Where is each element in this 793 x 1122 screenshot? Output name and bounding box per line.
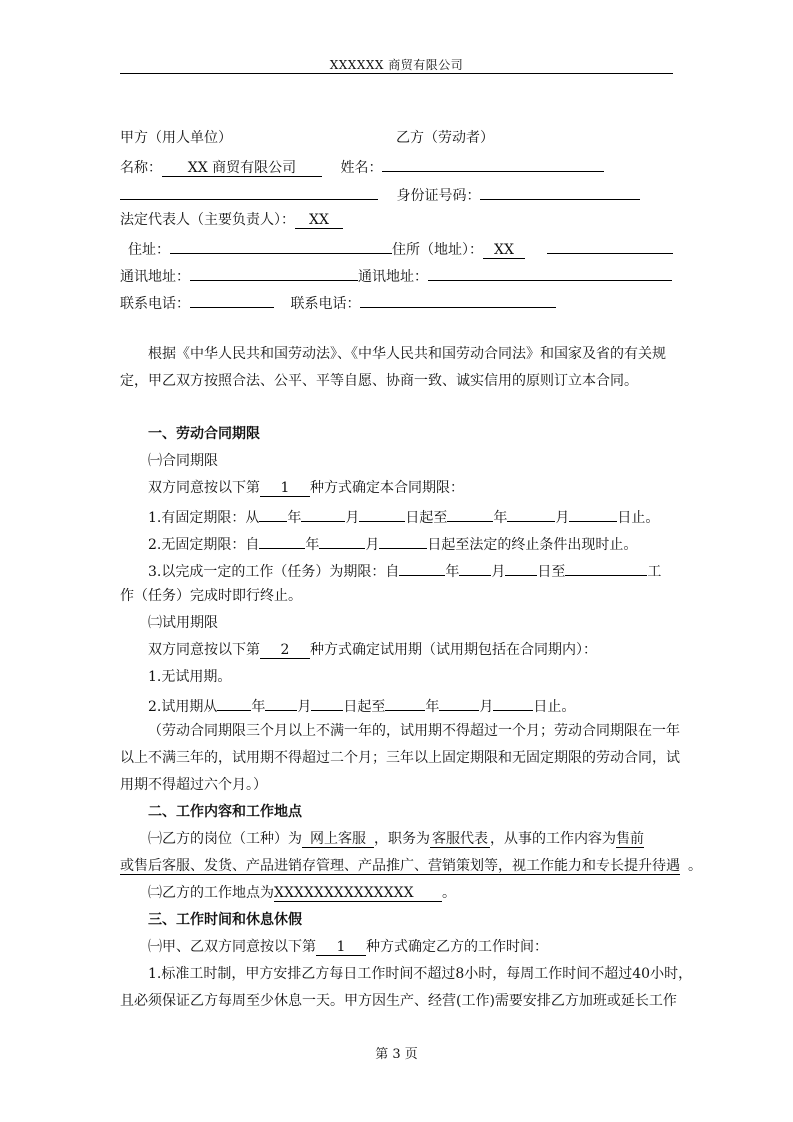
mail-label: 通讯地址： bbox=[120, 269, 190, 285]
s1-task-row bbox=[148, 559, 661, 582]
trial-from: 2.试用期从 bbox=[148, 699, 218, 715]
phone-field-a[interactable] bbox=[190, 291, 274, 308]
id-label: 身份证号码： bbox=[396, 188, 481, 204]
residence-extra-field[interactable] bbox=[547, 237, 673, 254]
trial-post: 种方式确定试用期（试用期包括在合同期内）： bbox=[310, 642, 597, 658]
legal-rep-label: 法定代表人（主要负责人）： bbox=[120, 212, 295, 228]
task-end-field[interactable] bbox=[565, 559, 647, 576]
name-row bbox=[120, 155, 604, 178]
open-year[interactable] bbox=[259, 532, 305, 549]
legal-rep-value[interactable]: XX bbox=[295, 212, 343, 229]
open-pre: 2.无固定期限：自 bbox=[148, 537, 260, 553]
section-2-title: 二、工作内容和工作地点 bbox=[148, 804, 302, 820]
gong-label: 工 bbox=[647, 564, 662, 580]
yue-label: 月 bbox=[365, 537, 380, 553]
header-divider bbox=[120, 73, 673, 74]
b-name-label: 姓名： bbox=[340, 160, 383, 176]
ri-qi-zhi-label: 日起至 bbox=[405, 510, 448, 526]
s1-trial-from-row bbox=[148, 694, 575, 717]
name-label: 名称： bbox=[120, 160, 162, 176]
task-day[interactable] bbox=[505, 559, 537, 576]
duty-pre: ，职务为 bbox=[374, 831, 430, 847]
mail-label-b: 通讯地址： bbox=[358, 269, 428, 285]
s3-choose-pre: ㈠甲、乙双方同意按以下第 bbox=[148, 939, 316, 955]
s1-choose-row bbox=[148, 478, 464, 498]
residence-value[interactable]: XX bbox=[483, 242, 525, 259]
trial-start-year[interactable] bbox=[217, 694, 251, 711]
place-value[interactable]: XXXXXXXXXXXXXX bbox=[274, 885, 442, 902]
trial-end-year[interactable] bbox=[385, 694, 425, 711]
trial-choose-value[interactable]: 2 bbox=[260, 642, 310, 659]
s2-content-row bbox=[120, 856, 702, 876]
content-end: 。 bbox=[688, 858, 702, 874]
content-value-1[interactable]: 售前 bbox=[616, 831, 644, 847]
nian-label: 年 bbox=[305, 537, 320, 553]
s3-choose-value[interactable]: 1 bbox=[316, 939, 366, 956]
s1-task-line2: 作（任务）完成时即行终止。 bbox=[120, 588, 302, 604]
fixed-end-month[interactable] bbox=[507, 505, 555, 522]
open-month[interactable] bbox=[319, 532, 365, 549]
ri-zhi-label: 日止。 bbox=[533, 699, 576, 715]
open-post: 日起至法定的终止条件出现时止。 bbox=[427, 537, 638, 553]
s1-note-line-3: 用期不得超过六个月。） bbox=[120, 777, 267, 793]
yue-label: 月 bbox=[297, 699, 312, 715]
trial-start-day[interactable] bbox=[311, 694, 343, 711]
page-number: 第 3 页 bbox=[375, 1047, 418, 1062]
s1-no-trial: 1.无试用期。 bbox=[148, 669, 232, 685]
nian-label: 年 bbox=[287, 510, 302, 526]
s1-trial-choose-row bbox=[148, 640, 597, 660]
content-value-2[interactable]: 或售后客服、发货、产品进销存管理、产品推广、营销策划等，视工作能力和专长提升待遇 bbox=[120, 858, 680, 874]
s2-place-row bbox=[148, 883, 456, 903]
post-value[interactable]: 网上客服 bbox=[302, 831, 374, 848]
content-pre: ，从事的工作内容为 bbox=[490, 831, 616, 847]
place-end: 。 bbox=[442, 885, 456, 901]
fixed-start-year[interactable] bbox=[259, 505, 287, 522]
place-pre: ㈡乙方的工作地点为 bbox=[148, 885, 274, 901]
s3-std-line-2: 且必须保证乙方每周至少休息一天。甲方因生产、经营(工作)需要安排乙方加班或延长工作 bbox=[120, 993, 677, 1009]
nian-label: 年 bbox=[251, 699, 266, 715]
s1-note-line-2: 以上不满三年的，试用期不得超过二个月；三年以上固定期限和无固定期限的劳动合同，试 bbox=[120, 750, 680, 766]
trial-start-month[interactable] bbox=[265, 694, 297, 711]
id-field[interactable] bbox=[480, 183, 640, 200]
phone-label-b: 联系电话： bbox=[290, 296, 361, 312]
duty-value[interactable]: 客服代表 bbox=[432, 831, 488, 847]
s1-fixed-row bbox=[148, 505, 659, 528]
s1-choose-value[interactable]: 1 bbox=[260, 480, 310, 497]
fixed-start-day[interactable] bbox=[359, 505, 405, 522]
yue-label: 月 bbox=[555, 510, 570, 526]
residence-label: 住所（地址）： bbox=[392, 242, 483, 258]
s1-sub2: ㈡试用期限 bbox=[148, 615, 218, 631]
mail-field-a[interactable] bbox=[190, 264, 358, 281]
open-day[interactable] bbox=[379, 532, 427, 549]
b-name-field[interactable] bbox=[382, 155, 604, 172]
party-b-label: 乙方（劳动者） bbox=[396, 130, 494, 146]
trial-end-day[interactable] bbox=[493, 694, 533, 711]
nian-label: 年 bbox=[445, 564, 460, 580]
preamble-line-1: 根据《中华人民共和国劳动法》、《中华人民共和国劳动合同法》和国家及省的有关规 bbox=[148, 346, 666, 362]
section-3-title: 三、工作时间和休息休假 bbox=[148, 912, 302, 928]
s3-choose-post: 种方式确定乙方的工作时间： bbox=[366, 939, 548, 955]
s3-choose-row bbox=[148, 937, 548, 957]
fixed-start-month[interactable] bbox=[301, 505, 345, 522]
header-company: XXXXXX 商贸有限公司 bbox=[329, 58, 464, 72]
nian-label: 年 bbox=[493, 510, 508, 526]
task-year[interactable] bbox=[399, 559, 445, 576]
address-field[interactable] bbox=[170, 237, 392, 254]
s1-choose-post: 种方式确定本合同期限： bbox=[310, 480, 464, 496]
ri-zhi-label: 日止。 bbox=[617, 510, 660, 526]
party-a-label: 甲方（用人单位） bbox=[120, 130, 232, 146]
legal-rep-row bbox=[120, 210, 343, 230]
address-row bbox=[128, 237, 673, 260]
task-pre: 3.以完成一定的工作（任务）为期限：自 bbox=[148, 564, 400, 580]
fixed-end-day[interactable] bbox=[569, 505, 617, 522]
fixed-end-year[interactable] bbox=[447, 505, 493, 522]
ri-qi-zhi-label: 日起至 bbox=[343, 699, 386, 715]
mail-field-b[interactable] bbox=[428, 264, 672, 281]
address-label: 住址： bbox=[128, 242, 170, 258]
phone-field-b[interactable] bbox=[360, 291, 556, 308]
s1-sub1: ㈠合同期限 bbox=[148, 453, 218, 469]
s2-post-row bbox=[148, 829, 644, 849]
s3-std-line-1: 1.标准工时制，甲方安排乙方每日工作时间不超过8小时，每周工作时间不超过40小时， bbox=[148, 966, 693, 982]
phone-row bbox=[120, 291, 556, 314]
preamble-line-2: 定，甲乙双方按照合法、公平、平等自愿、协商一致、诚实信用的原则订立本合同。 bbox=[120, 373, 638, 389]
section-1-title: 一、劳动合同期限 bbox=[148, 426, 260, 442]
post-pre: ㈠乙方的岗位（工种）为 bbox=[148, 831, 302, 847]
phone-label: 联系电话： bbox=[120, 296, 190, 312]
name-value[interactable]: XX 商贸有限公司 bbox=[162, 160, 322, 177]
trial-pre: 双方同意按以下第 bbox=[148, 642, 260, 658]
a-blank-field[interactable] bbox=[120, 183, 378, 200]
s1-note-line-1: （劳动合同期限三个月以上不满一年的，试用期不得超过一个月；劳动合同期限在一年 bbox=[148, 723, 680, 739]
trial-end-month[interactable] bbox=[439, 694, 479, 711]
yue-label: 月 bbox=[345, 510, 360, 526]
ri-zhi-label: 日至 bbox=[537, 564, 566, 580]
fixed-pre: 1.有固定期限：从 bbox=[148, 510, 260, 526]
s1-open-row bbox=[148, 532, 637, 555]
nian-label: 年 bbox=[425, 699, 440, 715]
party-labels-row bbox=[120, 128, 494, 148]
yue-label: 月 bbox=[491, 564, 506, 580]
yue-label: 月 bbox=[479, 699, 494, 715]
id-row bbox=[120, 183, 640, 206]
task-month[interactable] bbox=[459, 559, 491, 576]
s1-choose-pre: 双方同意按以下第 bbox=[148, 480, 260, 496]
mail-row bbox=[120, 264, 672, 287]
